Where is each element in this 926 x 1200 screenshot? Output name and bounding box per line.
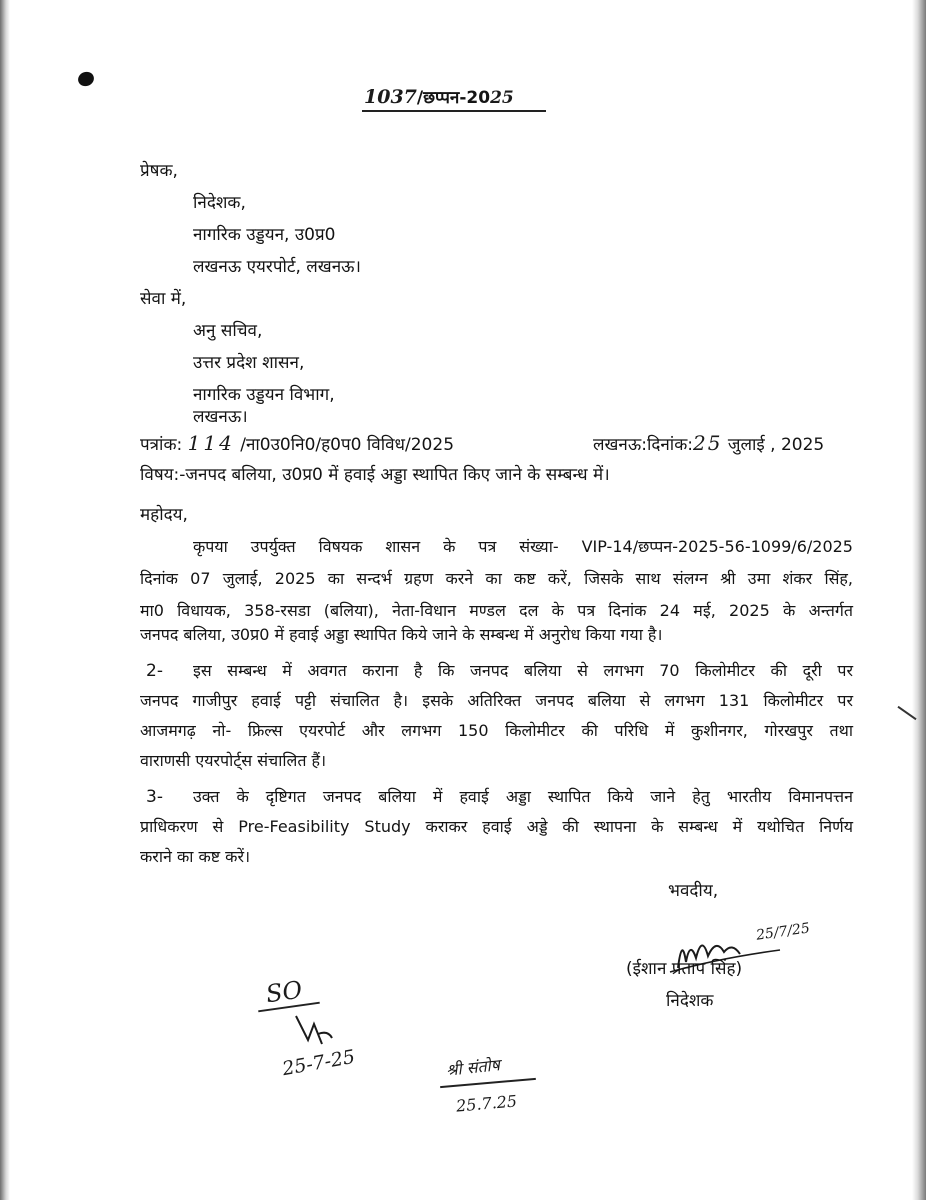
para3-line-1: उक्त के दृष्टिगत जनपद बलिया में हवाई अड्डा स्थापित किये जाने हेतु भारतीय विमानपत्तन [193,787,853,806]
letter-number-handwritten: 114 [187,431,235,455]
recipient-line-2: उत्तर प्रदेश शासन, [193,353,305,373]
letter-date [593,432,824,456]
recipient-line-1: अनु सचिव, [193,321,263,341]
para3-line-2: प्राधिकरण से Pre-Feasibility Study कराकर हवाई अड्डे की स्थापना के सम्बन्ध में यथोचित निर्णय [140,817,853,836]
letter-reference-header [364,86,514,109]
sender-line-1: निदेशक, [193,193,246,213]
so-initial-stroke [296,1016,332,1044]
letter-number-code: /ना0उ0नि0/ह0प0 विविध/2025 [240,435,455,455]
para3-line-3: कराने का कष्ट करें। [140,847,251,866]
para2-line-4: वाराणसी एयरपोर्ट्स संचालित हैं। [140,751,327,770]
note-officer-date: 25.7.25 [455,1091,518,1116]
ink-blot [76,70,96,89]
scan-edge-right [912,0,926,1200]
sender-line-3: लखनऊ एयरपोर्ट, लखनऊ। [193,257,361,277]
closing-regards: भवदीय, [668,881,719,901]
letter-number-prefix: पत्रांक: [140,435,183,455]
scan-edge-left [0,0,10,1200]
para1-line-3: मा0 विधायक, 358-रसडा (बलिया), नेता-विधान मण्डल दल के पत्र दिनांक 24 मई, 2025 के अन्तर्गत [140,601,853,620]
para2-line-2: जनपद गाजीपुर हवाई पट्टी संचालित है। इसके अतिरिक्त जनपद बलिया से लगभग 131 किलोमीटर पर [140,691,853,710]
note-so-date: 25-7-25 [280,1045,357,1081]
recipient-label: सेवा में, [140,289,187,309]
recipient-line-4: लखनऊ। [193,407,248,427]
letter-date-day-handwritten: 25 [693,431,723,455]
ref-handwritten-number: 1037 [364,86,417,108]
recipient-line-3: नागरिक उड्डयन विभाग, [193,385,335,405]
director-signature-date: 25/7/25 [755,920,811,944]
director-title: निदेशक [666,991,714,1011]
para2-number: 2- [146,661,163,681]
salutation: महोदय, [140,505,188,525]
ref-underline [362,110,546,112]
para1-line-2: दिनांक 07 जुलाई, 2025 का सन्दर्भ ग्रहण करने का कष्ट करें, जिसके साथ संलग्न श्री उमा शंकर सिंह, [140,569,853,588]
para3-number: 3- [146,787,163,807]
ref-year-handwritten: 25 [490,88,514,108]
para1-line-1: कृपया उपर्युक्त विषयक शासन के पत्र संख्या- VIP-14/छप्पन-2025-56-1099/6/2025 [193,537,853,556]
para2-line-3: आजमगढ़ नो- फ्रिल्स एयरपोर्ट और लगभग 150 किलोमीटर की परिधि में कुशीनगर, गोरखपुर तथा [140,721,853,740]
letter-number [140,432,454,456]
para1-line-4: जनपद बलिया, उ0प्र0 में हवाई अड्डा स्थापित किये जाने के सम्बन्ध में अनुरोध किया गया है। [140,625,663,644]
ref-printed-code: /छप्पन-20 [416,88,491,108]
director-name: (ईशान प्रताप सिंह) [626,959,743,979]
note-so: SO [264,975,304,1009]
note-officer: श्री संतोष [445,1055,501,1080]
sender-label: प्रेषक, [140,161,178,181]
subject-line: विषय:-जनपद बलिया, उ0प्र0 में हवाई अड्डा स्थापित किए जाने के सम्बन्ध में। [140,465,610,485]
sender-line-2: नागरिक उड्डयन, उ0प्र0 [193,225,336,245]
para2-line-1: इस सम्बन्ध में अवगत कराना है कि जनपद बलिया से लगभग 70 किलोमीटर की दूरी पर [193,661,853,680]
letter-date-prefix: लखनऊ:दिनांक: [593,435,693,455]
so-initial-signature [288,1010,338,1050]
letter-date-rest: जुलाई , 2025 [727,435,825,455]
